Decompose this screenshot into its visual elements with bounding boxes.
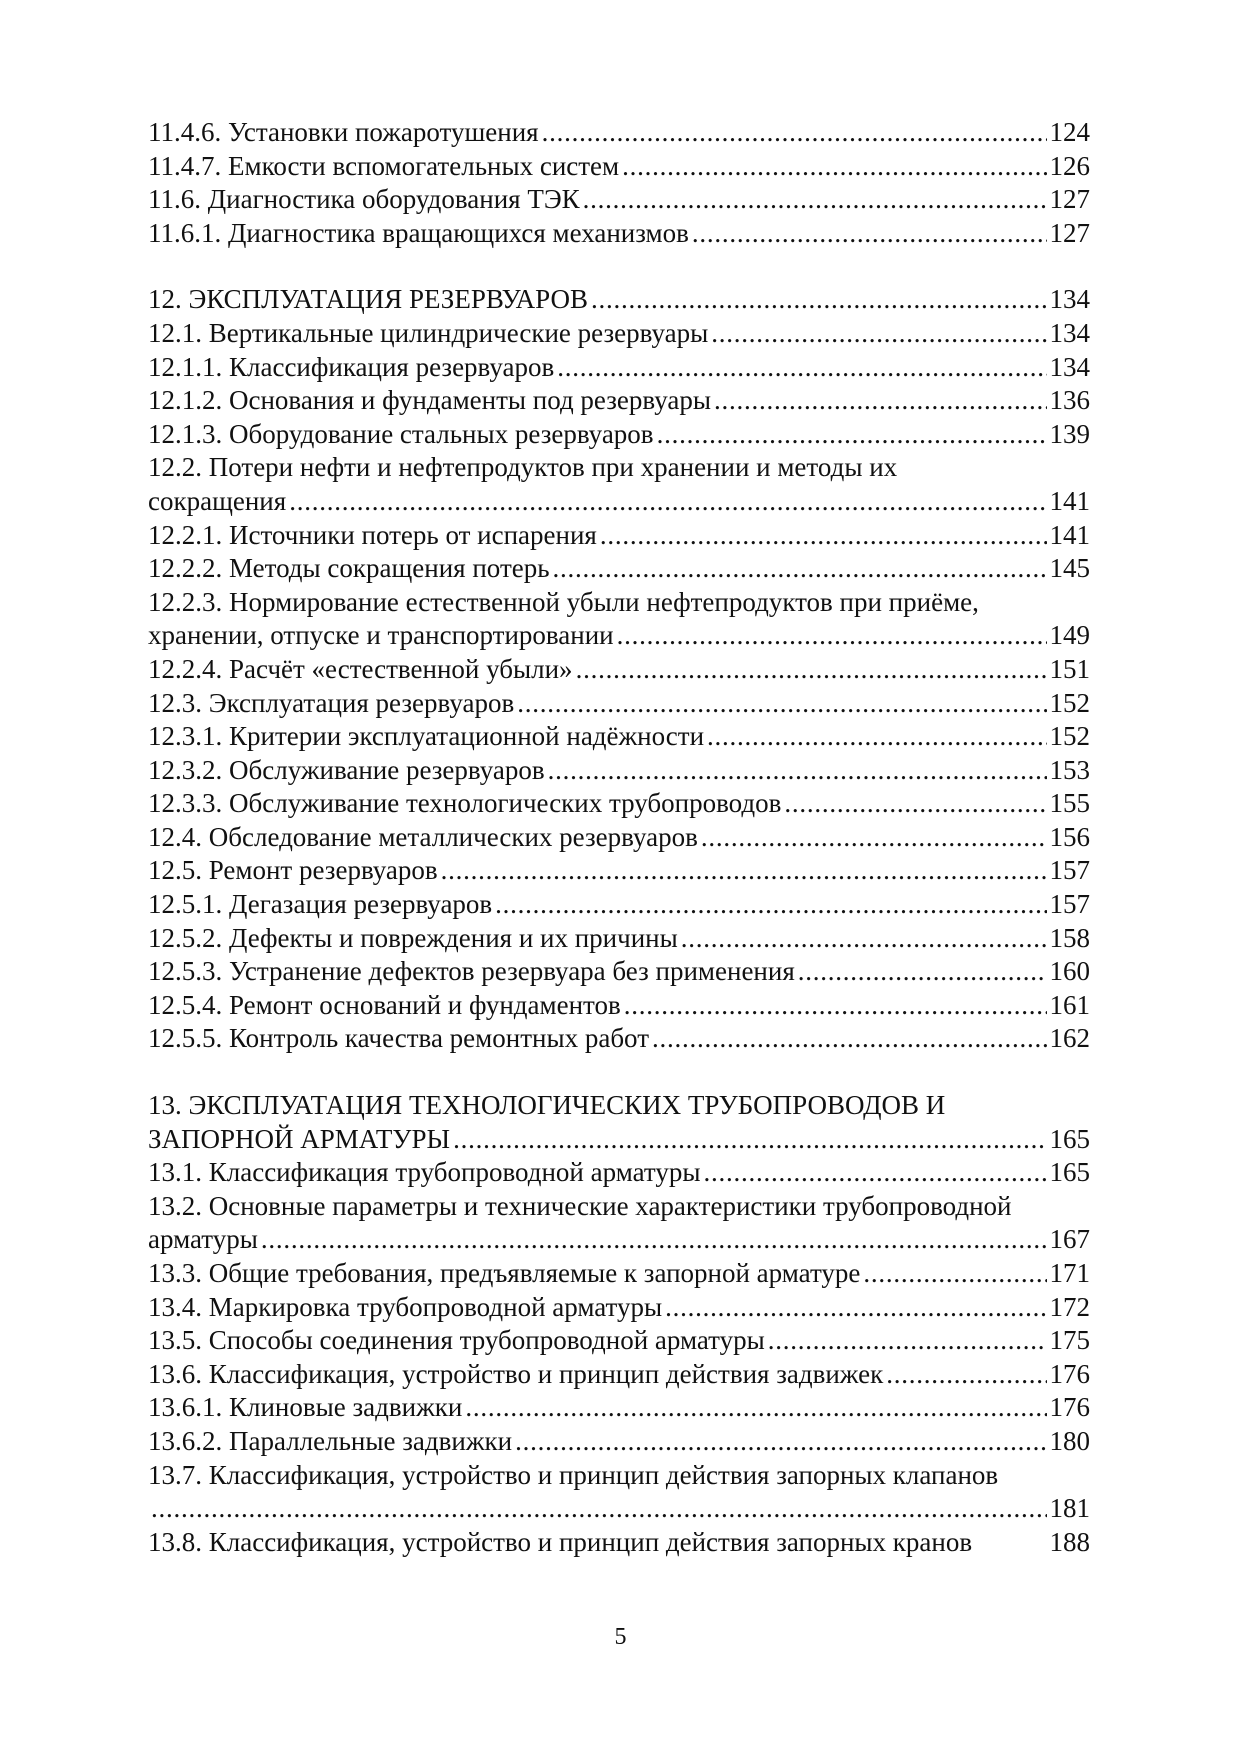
dot-leader (617, 619, 1047, 653)
toc-entry-title: 13.6.1. Клиновые задвижки (148, 1392, 463, 1423)
toc-entry-title: 11.6. Диагностика оборудования ТЭК (148, 184, 580, 215)
toc-entry-page: 181 (1049, 1493, 1090, 1524)
toc-entry[interactable] (148, 116, 1090, 150)
toc-entry[interactable] (148, 217, 1090, 251)
toc-entry-page: 126 (1049, 150, 1090, 181)
toc-entry[interactable] (148, 1291, 1090, 1325)
toc-section (148, 1089, 1090, 1559)
toc-entry-page: 180 (1049, 1425, 1090, 1456)
toc-entry-page: 134 (1049, 351, 1090, 382)
toc-entry-title-line: 12.2.3. Нормирование естественной убыли нефтепродуктов при приёме, (148, 586, 979, 617)
toc-entry[interactable] (148, 283, 1090, 317)
dot-leader (591, 283, 1047, 317)
toc-entry-title: 12.1.3. Оборудование стальных резервуаров (148, 418, 654, 449)
toc-entry-page: 152 (1049, 687, 1090, 718)
toc-entry-page: 160 (1049, 956, 1090, 987)
toc-entry[interactable] (148, 183, 1090, 217)
dot-leader (707, 720, 1046, 754)
page-number: 5 (614, 1624, 627, 1650)
toc-entry[interactable] (148, 384, 1090, 418)
toc-entry-page: 167 (1049, 1224, 1090, 1255)
toc-entry-page: 165 (1049, 1123, 1090, 1154)
toc-entry[interactable] (148, 519, 1090, 553)
toc-entry-page: 165 (1049, 1157, 1090, 1188)
toc-entry-page: 134 (1049, 284, 1090, 315)
toc-entry[interactable] (148, 1257, 1090, 1291)
dot-leader (711, 317, 1046, 351)
dot-leader (261, 1223, 1047, 1257)
toc-entry-title: 12.5.3. Устранение дефектов резервуара без применения (148, 956, 795, 987)
toc-entry-title: 11.4.7. Емкости вспомогательных систем (148, 150, 620, 181)
toc-section (148, 116, 1090, 250)
toc-entry-title-line: 13.2. Основные параметры и технические характеристики трубопроводной (148, 1190, 1012, 1221)
toc-entry[interactable] (148, 854, 1090, 888)
toc-entry-page: 172 (1049, 1291, 1090, 1322)
toc-section (148, 283, 1090, 1056)
toc-entry[interactable] (148, 754, 1090, 788)
toc-entry-title: хранении, отпуске и транспортировании (148, 620, 614, 651)
dot-leader (714, 384, 1047, 418)
toc-entry[interactable] (148, 418, 1090, 452)
toc-entry[interactable] (148, 351, 1090, 385)
toc-entry[interactable] (148, 1324, 1090, 1358)
toc-entry-title: 12.3.2. Обслуживание резервуаров (148, 754, 545, 785)
toc-entry-title: сокращения (148, 485, 287, 516)
toc-entry-page: 139 (1049, 418, 1090, 449)
toc-entry[interactable] (148, 787, 1090, 821)
toc-entry-page: 157 (1049, 889, 1090, 920)
toc-entry[interactable] (148, 687, 1090, 721)
toc-entry-title: 12.2.4. Расчёт «естественной убыли» (148, 653, 573, 684)
toc-entry-title: арматуры (148, 1224, 258, 1255)
dot-leader (798, 955, 1047, 989)
toc-entry[interactable] (148, 451, 1090, 518)
toc-entry-title: 12. ЭКСПЛУАТАЦИЯ РЕЗЕРВУАРОВ (148, 284, 588, 315)
toc-entry[interactable] (148, 1156, 1090, 1190)
toc-entry-page: 124 (1049, 117, 1090, 147)
toc-entry-page: 176 (1049, 1392, 1090, 1423)
toc-entry-page: 152 (1049, 721, 1090, 752)
toc-entry-page: 145 (1049, 553, 1090, 584)
toc-entry[interactable] (148, 989, 1090, 1023)
toc-entry[interactable] (148, 1459, 1090, 1526)
dot-leader (495, 888, 1046, 922)
dot-leader (542, 116, 1047, 150)
toc-entry-title-line: 13.7. Классификация, устройство и принцип действия запорных клапанов (148, 1459, 999, 1490)
dot-leader (624, 989, 1047, 1023)
toc-entry-title: 13.8. Классификация, устройство и принцип действия запорных кранов (148, 1526, 973, 1557)
toc-entry-title: 13.1. Классификация трубопроводной арматуры (148, 1157, 701, 1188)
toc-entry[interactable] (148, 150, 1090, 184)
toc-entry-title: 13.5. Способы соединения трубопроводной арматуры (148, 1325, 765, 1356)
dot-leader (886, 1358, 1046, 1392)
dot-leader (548, 754, 1047, 788)
dot-leader (784, 787, 1046, 821)
toc-entry-page: 153 (1049, 754, 1090, 785)
dot-leader (151, 1492, 1047, 1526)
dot-leader (657, 418, 1047, 452)
toc-entry[interactable] (148, 1425, 1090, 1459)
toc-entry[interactable] (148, 1526, 1090, 1560)
toc-entry-title-line: 12.2. Потери нефти и нефтепродуктов при хранении и методы их (148, 452, 898, 483)
toc-entry[interactable] (148, 888, 1090, 922)
toc-entry[interactable] (148, 955, 1090, 989)
dot-leader (557, 351, 1046, 385)
dot-leader (701, 821, 1047, 855)
dot-leader (681, 922, 1047, 956)
toc-entry-page: 134 (1049, 317, 1090, 348)
toc-entry-title: 12.5.1. Дегазация резервуаров (148, 889, 493, 920)
toc-entry-page: 156 (1049, 821, 1090, 852)
dot-leader (465, 1391, 1046, 1425)
toc-entry-page: 155 (1049, 788, 1090, 819)
toc-entry[interactable] (148, 1358, 1090, 1392)
toc-entry[interactable] (148, 552, 1090, 586)
dot-leader (576, 653, 1047, 687)
toc-entry-title: ЗАПОРНОЙ АРМАТУРЫ (148, 1123, 451, 1154)
dot-leader (517, 687, 1046, 721)
toc-entry-title: 12.3. Эксплуатация резервуаров (148, 687, 515, 718)
toc-entry[interactable] (148, 922, 1090, 956)
toc-entry-title: 12.3.3. Обслуживание технологических трубопроводов (148, 788, 782, 819)
dot-leader (600, 519, 1047, 553)
toc-entry[interactable] (148, 1089, 1090, 1156)
toc-entry-title: 13.6.2. Параллельные задвижки (148, 1425, 513, 1456)
toc-entry-page: 151 (1049, 653, 1090, 684)
toc-entry-page: 141 (1049, 485, 1090, 516)
dot-leader (583, 183, 1047, 217)
toc-entry-page: 149 (1049, 620, 1090, 651)
toc-entry-title: 12.1.1. Классификация резервуаров (148, 351, 555, 382)
toc-entry-title: 11.6.1. Диагностика вращающихся механизмов (148, 217, 689, 248)
toc-entry-page: 127 (1049, 217, 1090, 248)
toc-entry-page: 176 (1049, 1358, 1090, 1389)
toc-entry[interactable] (148, 1022, 1090, 1056)
toc-entry-page: 161 (1049, 989, 1090, 1020)
toc-entry-title: 11.4.6. Установки пожаротушения (148, 117, 539, 147)
toc-entry-title: 13.3. Общие требования, предъявляемые к запорной арматуре (148, 1258, 861, 1288)
toc-entry-title: 12.3.1. Критерии эксплуатационной надёжности (148, 721, 705, 752)
toc-entry-title: 12.5.5. Контроль качества ремонтных работ (148, 1023, 650, 1054)
toc-entry-page: 157 (1049, 855, 1090, 886)
dot-leader (441, 854, 1047, 888)
toc-entry-title-line: 13. ЭКСПЛУАТАЦИЯ ТЕХНОЛОГИЧЕСКИХ ТРУБОПРОВОДОВ И (148, 1090, 946, 1121)
toc-entry-title: 12.5.2. Дефекты и повреждения и их причины (148, 922, 678, 953)
toc-entry-title: 12.1.2. Основания и фундаменты под резервуары (148, 385, 711, 416)
toc-entry-title: 12.5. Ремонт резервуаров (148, 855, 438, 886)
toc-entry[interactable] (148, 586, 1090, 653)
dot-leader (665, 1291, 1046, 1325)
toc-entry-title: 12.5.4. Ремонт оснований и фундаментов (148, 989, 621, 1020)
toc-entry-page: 136 (1049, 385, 1090, 416)
toc-entry-page: 175 (1049, 1325, 1090, 1356)
toc-entry[interactable] (148, 317, 1090, 351)
toc-entry-title: 12.2.2. Методы сокращения потерь (148, 553, 550, 584)
dot-leader (863, 1257, 1046, 1291)
toc-entry-title: 12.2.1. Источники потерь от испарения (148, 519, 597, 550)
toc-entry-title: 12.1. Вертикальные цилиндрические резервуары (148, 317, 709, 348)
toc-entry-title: 12.4. Обследование металлических резервуаров (148, 821, 698, 852)
table-of-contents (148, 116, 1090, 1592)
toc-entry-page: 158 (1049, 922, 1090, 953)
toc-entry[interactable] (148, 1391, 1090, 1425)
toc-entry-title: 13.4. Маркировка трубопроводной арматуры (148, 1291, 663, 1322)
toc-entry-page: 171 (1049, 1258, 1090, 1288)
toc-entry[interactable] (148, 821, 1090, 855)
toc-entry[interactable] (148, 720, 1090, 754)
toc-entry-page: 127 (1049, 184, 1090, 215)
toc-entry[interactable] (148, 653, 1090, 687)
dot-leader (622, 150, 1046, 184)
dot-leader (768, 1324, 1047, 1358)
toc-entry-page: 141 (1049, 519, 1090, 550)
toc-entry-page: 162 (1049, 1023, 1090, 1054)
toc-entry-page: 188 (1049, 1526, 1090, 1557)
dot-leader (692, 217, 1047, 251)
dot-leader (703, 1156, 1046, 1190)
dot-leader (453, 1123, 1046, 1157)
dot-leader (515, 1425, 1046, 1459)
dot-leader (553, 552, 1047, 586)
toc-entry-title: 13.6. Классификация, устройство и принцип действия задвижек (148, 1358, 884, 1389)
dot-leader (289, 485, 1046, 519)
toc-entry[interactable] (148, 1190, 1090, 1257)
dot-leader (652, 1022, 1046, 1056)
